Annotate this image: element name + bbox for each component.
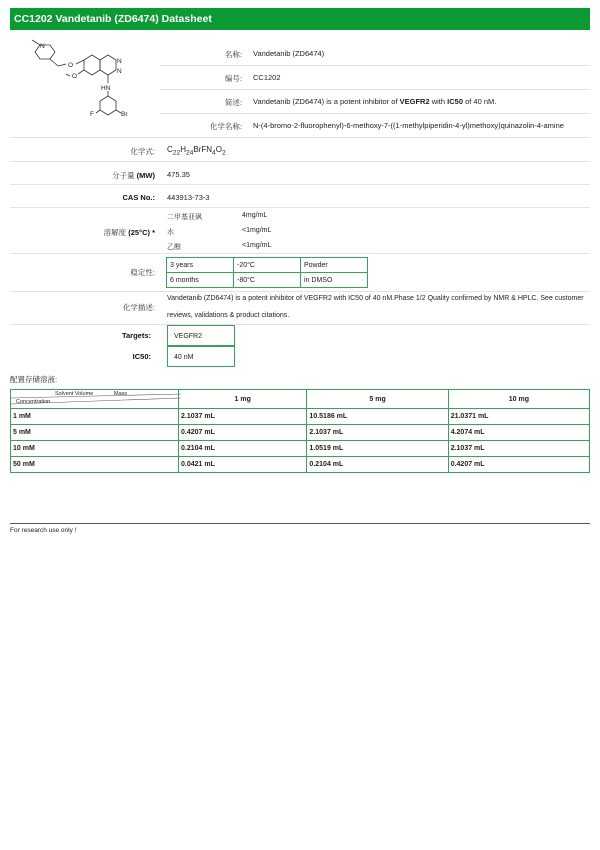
chemical-description-line: Vandetanib (ZD6474) is a potent inhibitor of VEGFR2 with IC50 of 40 nM.Phase 1/2 Quality confirmed by NMR & HPLC. See customer: [167, 295, 584, 302]
solubility-label: 溶解度 (25°C) *: [103, 228, 155, 237]
storage-duration: 3 years: [167, 258, 234, 273]
column-header: 5 mg: [307, 390, 448, 409]
column-header: 1 mg: [179, 390, 307, 409]
storage-table: [166, 257, 368, 288]
concentration-label: Concentration: [16, 399, 51, 405]
divider: [10, 207, 590, 208]
divider: [10, 161, 590, 162]
targets-value: VEGFR2: [167, 325, 235, 346]
code-value: CC1202: [253, 73, 281, 82]
storage-form: Powder: [301, 258, 368, 273]
table-corner-header: [11, 390, 179, 409]
solvent-volume-label: Solvent Volume: [55, 391, 94, 397]
atom-label: O: [72, 73, 78, 80]
cas-value: 443913-73-3: [167, 193, 210, 202]
chemical-structure-image: [28, 36, 158, 118]
table-row: [11, 425, 590, 441]
atom-label: O: [68, 62, 74, 69]
table-row: [11, 409, 590, 425]
code-label: 编号:: [224, 74, 242, 83]
concentration-cell: 1 mM: [11, 409, 179, 425]
atom-label: N: [117, 58, 122, 65]
volume-cell: 4.2074 mL: [448, 425, 589, 441]
stability-label: 稳定性:: [130, 268, 155, 277]
volume-cell: 2.1037 mL: [307, 425, 448, 441]
brief-label: 简述:: [224, 98, 242, 107]
table-row: [167, 273, 368, 288]
atom-label: Br: [121, 111, 128, 118]
volume-cell: 21.0371 mL: [448, 409, 589, 425]
mw-label: 分子量 (MW): [112, 171, 155, 180]
divider: [10, 253, 590, 254]
concentration-cell: 5 mM: [11, 425, 179, 441]
formula-value: $C_{22}H_{24}BrFN_4O_2$: [167, 145, 226, 157]
atom-label: N: [40, 43, 45, 50]
ic50-label: IC50:: [132, 352, 151, 361]
solubility-value: <1mg/mL: [242, 227, 272, 234]
volume-cell: 10.5186 mL: [307, 409, 448, 425]
concentration-cell: 50 mM: [11, 457, 179, 473]
stock-solution-table: [10, 389, 590, 473]
divider: [10, 184, 590, 185]
chemical-description-label: 化学描述:: [122, 303, 155, 312]
formula-label: 化学式:: [130, 147, 155, 156]
divider: [10, 324, 590, 325]
storage-duration: 6 months: [167, 273, 234, 288]
solvent-name: 水: [167, 229, 174, 236]
volume-cell: 0.2104 mL: [307, 457, 448, 473]
divider: [10, 137, 590, 138]
brief-value: Vandetanib (ZD6474) is a potent inhibitor of VEGFR2 with IC50 of 40 nM.: [253, 97, 497, 106]
storage-temperature: -20°C: [234, 258, 301, 273]
solvent-name: 乙醇: [167, 244, 181, 251]
cas-label: CAS No.:: [122, 193, 155, 202]
volume-cell: 0.4207 mL: [179, 425, 307, 441]
atom-label: N: [117, 68, 122, 75]
mass-label: Mass: [114, 391, 128, 397]
volume-cell: 1.0519 mL: [307, 441, 448, 457]
storage-temperature: -80°C: [234, 273, 301, 288]
solubility-value: 4mg/mL: [242, 212, 268, 219]
storage-form: in DMSO: [301, 273, 368, 288]
volume-cell: 0.2104 mL: [179, 441, 307, 457]
atom-label: HN: [101, 85, 111, 92]
mw-value: 475.35: [167, 170, 190, 179]
divider: [160, 89, 590, 90]
volume-cell: 2.1037 mL: [448, 441, 589, 457]
chemical-description-line: reviews, validations & product citations.: [167, 312, 290, 319]
solvent-name: 二甲基亚砜: [167, 214, 202, 221]
datasheet-title: CC1202 Vandetanib (ZD6474) Datasheet: [10, 8, 590, 30]
name-label: 名称:: [224, 50, 242, 59]
divider: [160, 113, 590, 114]
concentration-cell: 10 mM: [11, 441, 179, 457]
chemical-name-value: N-(4-bromo-2-fluorophenyl)-6-methoxy-7-((1-methylpiperidin-4-yl)methoxy)quinazolin-4-amine: [253, 121, 564, 130]
name-value: Vandetanib (ZD6474): [253, 49, 325, 58]
table-row: [167, 258, 368, 273]
targets-label: Targets:: [121, 331, 151, 340]
volume-cell: 0.0421 mL: [179, 457, 307, 473]
table-header-row: [11, 390, 590, 409]
divider: [10, 291, 590, 292]
chemical-name-label: 化学名称:: [209, 122, 242, 131]
volume-cell: 0.4207 mL: [448, 457, 589, 473]
footer-divider: [10, 523, 590, 524]
column-header: 10 mg: [448, 390, 589, 409]
research-use-note: For research use only !: [10, 527, 77, 534]
volume-cell: 2.1037 mL: [179, 409, 307, 425]
stock-solution-heading: 配置存储溶液:: [10, 375, 58, 384]
table-row: [11, 441, 590, 457]
atom-label: F: [90, 111, 94, 118]
solubility-value: <1mg/mL: [242, 242, 272, 249]
divider: [160, 65, 590, 66]
table-row: [11, 457, 590, 473]
ic50-value: 40 nM: [167, 346, 235, 367]
